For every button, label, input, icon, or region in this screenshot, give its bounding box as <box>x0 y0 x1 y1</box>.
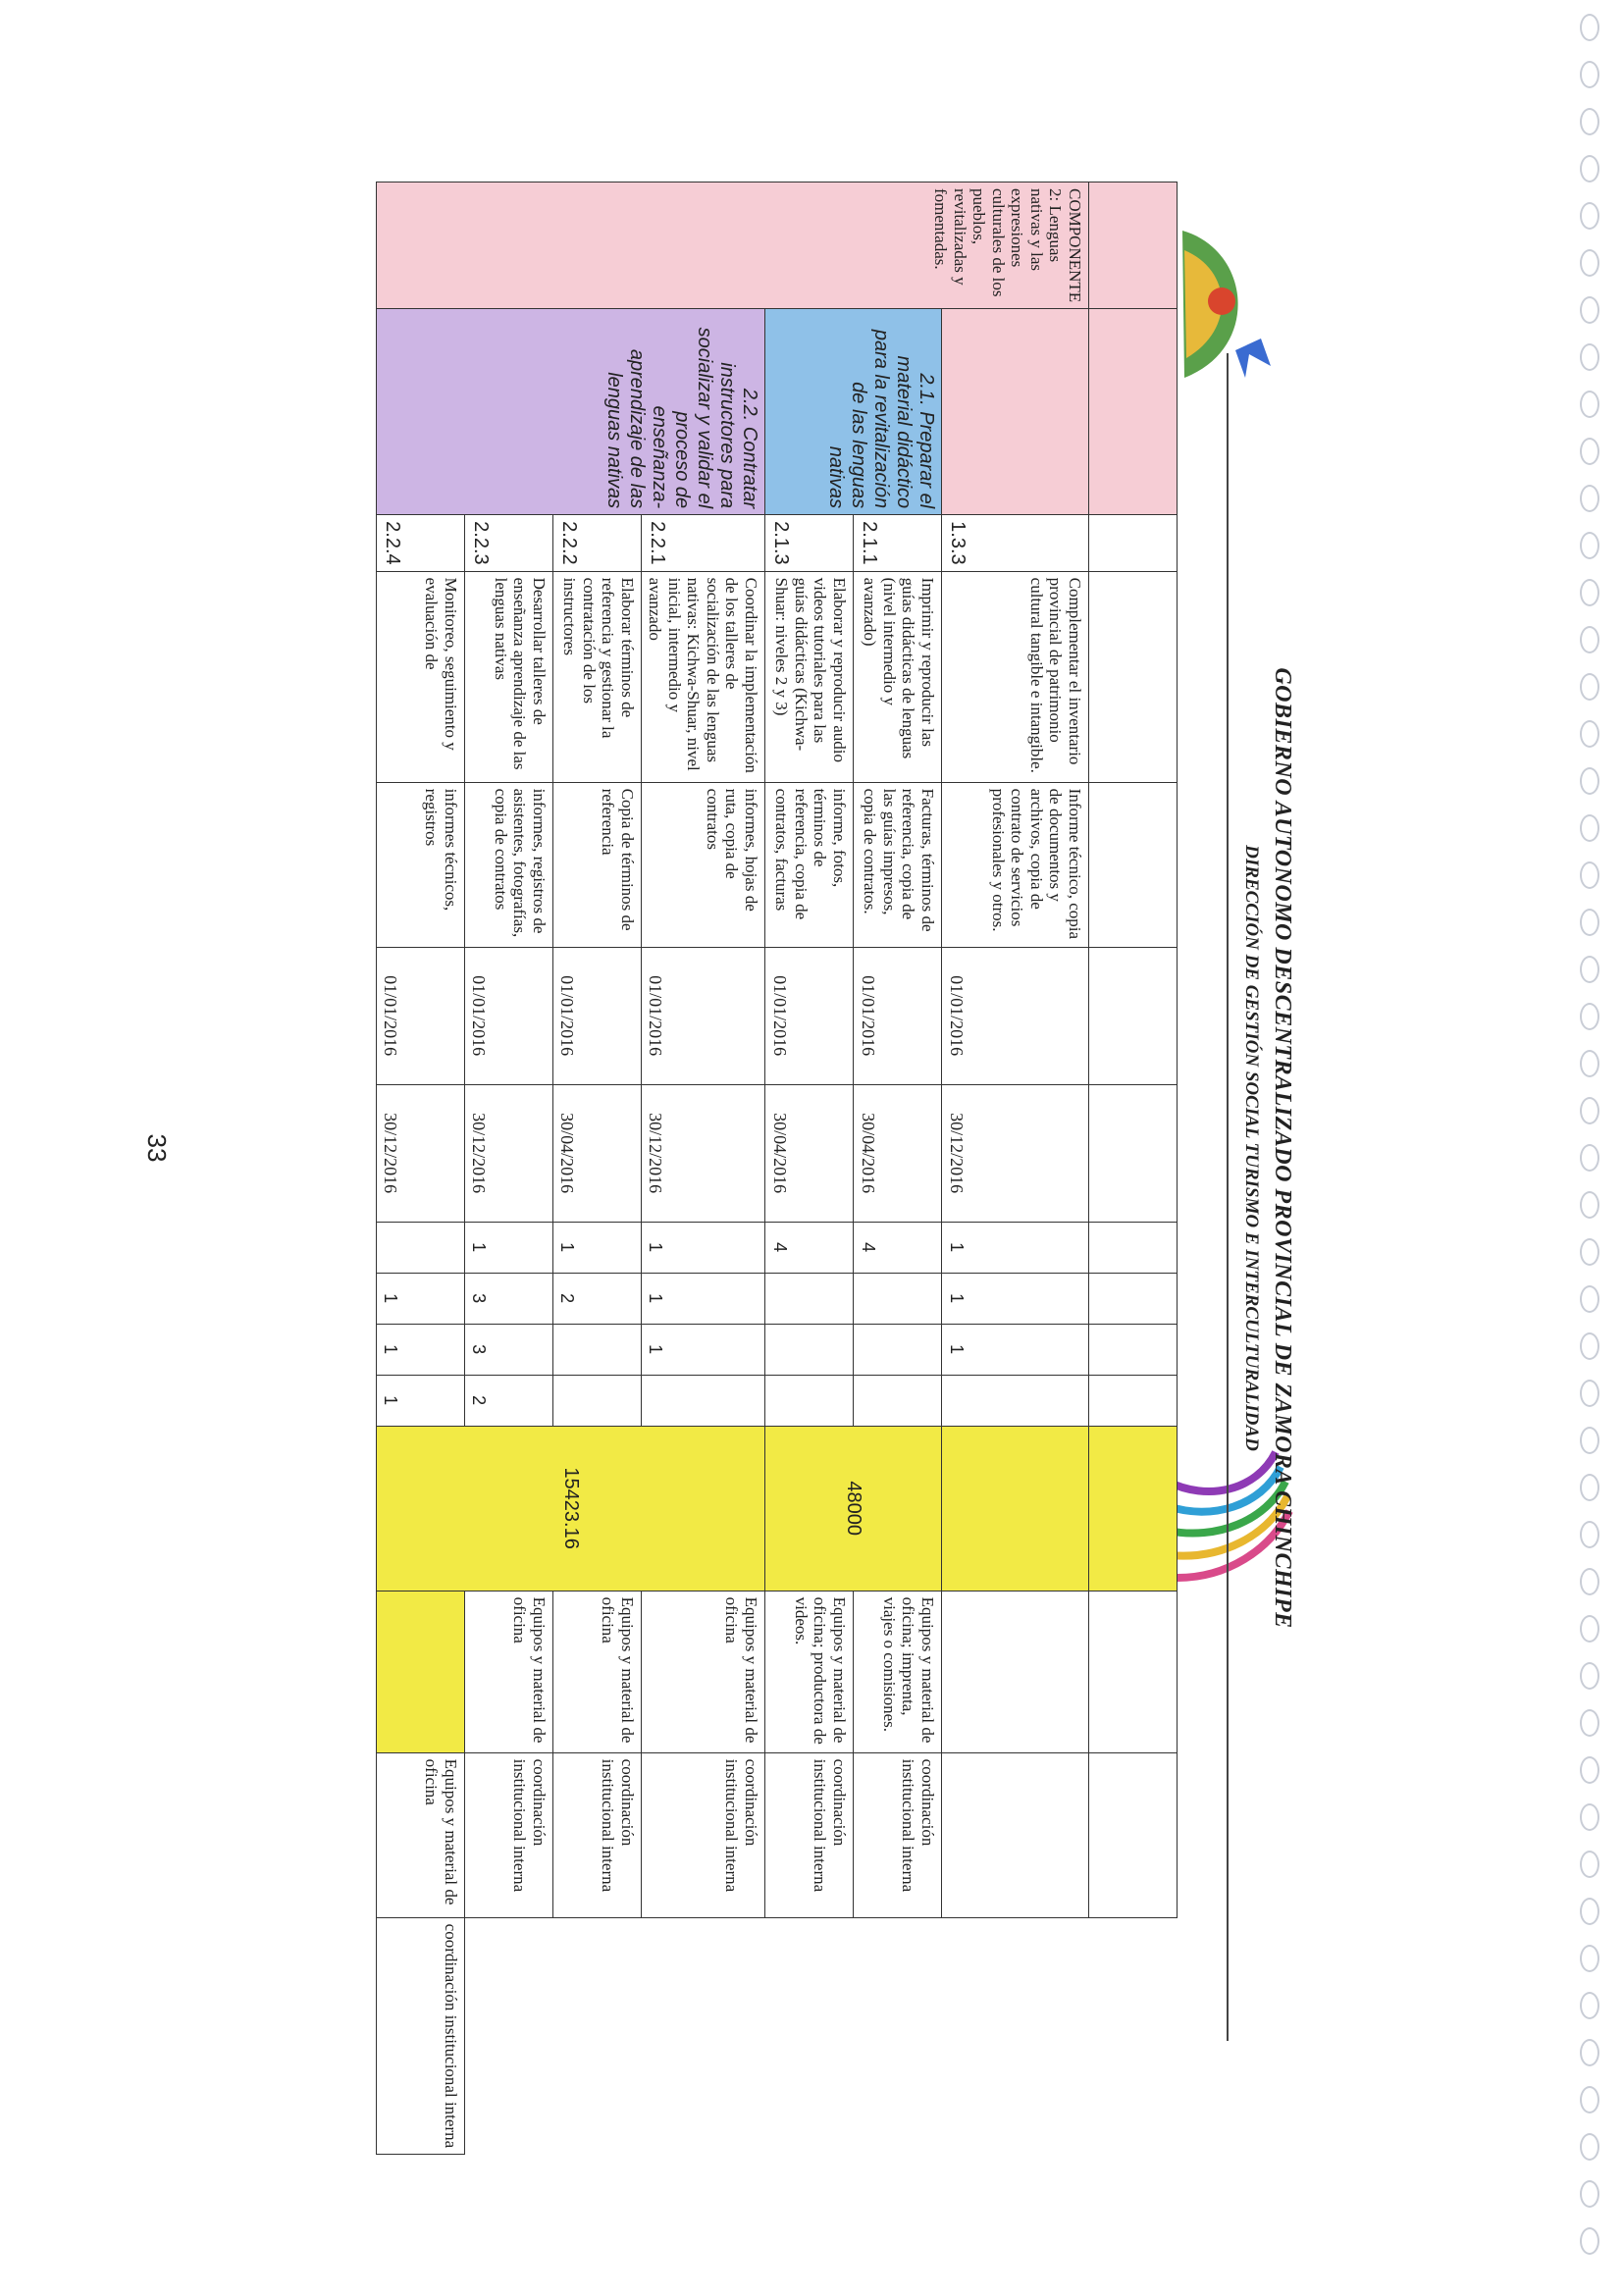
quarter-1: 1 <box>641 1222 764 1273</box>
quarter-2 <box>854 1273 942 1324</box>
quarter-3 <box>552 1324 641 1375</box>
end-date: 30/12/2016 <box>641 1084 764 1222</box>
binder-ring <box>1580 2133 1599 2161</box>
binder-ring <box>1580 343 1599 371</box>
end-date: 30/04/2016 <box>552 1084 641 1222</box>
blank-header-cell <box>1089 1426 1178 1591</box>
task-description: Monitoreo, seguimiento y evaluación de <box>376 571 464 782</box>
quarter-1: 1 <box>552 1222 641 1273</box>
quarter-2 <box>765 1273 854 1324</box>
binder-ring <box>1580 1332 1599 1360</box>
resources <box>942 1591 1089 1752</box>
binder-ring <box>1580 1097 1599 1124</box>
responsible: coordinación institucional interna <box>641 1752 764 1917</box>
quarter-3: 1 <box>641 1324 764 1375</box>
binder-ring <box>1580 1380 1599 1407</box>
binder-ring <box>1580 1003 1599 1030</box>
binder-ring <box>1580 1474 1599 1501</box>
binder-ring <box>1580 1144 1599 1172</box>
responsible: coordinación institucional interna <box>765 1752 854 1917</box>
binder-ring <box>1580 2039 1599 2066</box>
binder-ring <box>1580 1851 1599 1878</box>
activity-code: 2.2.2 <box>552 515 641 571</box>
responsible: coordinación institucional interna <box>854 1752 942 1917</box>
quarter-2: 3 <box>464 1273 552 1324</box>
end-date: 30/12/2016 <box>942 1084 1089 1222</box>
verification-means: informes técnicos, registros <box>376 782 464 947</box>
blank-header-cell <box>1089 1752 1178 1917</box>
activities-table <box>376 182 1178 2155</box>
binder-ring <box>1580 956 1599 983</box>
component-cell: COMPONENTE 2: Lenguas nativas y las expresiones culturales de los pueblos, revitalizadas y fomentadas. <box>376 183 1088 309</box>
budget-cell: 15423.16 <box>376 1426 764 1591</box>
resources: Equipos y material de oficina <box>641 1591 764 1752</box>
binder-ring <box>1580 579 1599 606</box>
quarter-4: 2 <box>464 1375 552 1426</box>
binder-ring <box>1580 1568 1599 1595</box>
quarter-3 <box>765 1324 854 1375</box>
quarter-1: 4 <box>854 1222 942 1273</box>
binder-ring <box>1580 1191 1599 1219</box>
quarter-4: 1 <box>376 1375 464 1426</box>
binder-rings <box>1554 0 1623 2296</box>
quarter-4 <box>641 1375 764 1426</box>
binder-ring <box>1580 296 1599 324</box>
quarter-3: 1 <box>942 1324 1089 1375</box>
responsible: coordinación institucional interna <box>376 1917 464 2155</box>
quarter-4 <box>942 1375 1089 1426</box>
binder-ring <box>1580 1050 1599 1077</box>
binder-ring <box>1580 1521 1599 1548</box>
activity-code: 2.2.3 <box>464 515 552 571</box>
table-row <box>942 183 1089 2155</box>
blank-header-cell <box>1089 947 1178 1084</box>
binder-ring <box>1580 14 1599 41</box>
quarter-2: 1 <box>376 1273 464 1324</box>
binder-ring <box>1580 1238 1599 1266</box>
product-cell: 2.1. Preparar el material didáctico para la revitalización de las lenguas nativas <box>765 309 942 515</box>
responsible: coordinación institucional interna <box>464 1752 552 1917</box>
document-subtitle: DIRECCIÓN DE GESTIÓN SOCIAL TURISMO E INTERCULTURALIDAD <box>1241 845 1262 1451</box>
quarter-4 <box>765 1375 854 1426</box>
end-date: 30/04/2016 <box>765 1084 854 1222</box>
budget-cell: 48000 <box>765 1426 942 1591</box>
binder-ring <box>1580 1427 1599 1454</box>
verification-means: informes, hojas de ruta, copia de contratos <box>641 782 764 947</box>
binder-ring <box>1580 108 1599 135</box>
binder-ring <box>1580 438 1599 465</box>
resources: Equipos y material de oficina; productora de videos. <box>765 1591 854 1752</box>
budget-cell <box>376 1591 464 1752</box>
binder-ring <box>1580 1285 1599 1313</box>
binder-ring <box>1580 720 1599 748</box>
binder-ring <box>1580 1756 1599 1784</box>
binder-ring <box>1580 1615 1599 1643</box>
binder-ring <box>1580 391 1599 418</box>
resources: Equipos y material de oficina; imprenta, viajes o comisiones. <box>854 1591 942 1752</box>
binder-ring <box>1580 202 1599 230</box>
binder-ring <box>1580 673 1599 701</box>
activity-code: 1.3.3 <box>942 515 1089 571</box>
binder-ring <box>1580 532 1599 559</box>
start-date: 01/01/2016 <box>641 947 764 1084</box>
binder-ring <box>1580 155 1599 183</box>
resources: Equipos y material de oficina <box>552 1591 641 1752</box>
binder-ring <box>1580 1992 1599 2019</box>
verification-means: informes, registros de asistentes, fotografías, copia de contratos <box>464 782 552 947</box>
binder-ring <box>1580 1709 1599 1737</box>
task-description: Elaborar y reproducir audio videos tutoriales para las guías didácticas (Kichwa-Shuar: niveles 2 y 3) <box>765 571 854 782</box>
quarter-4 <box>552 1375 641 1426</box>
binder-ring <box>1580 2180 1599 2208</box>
task-description: Imprimir y reproducir las guías didácticas de lenguas (nivel intermedio y avanzado) <box>854 571 942 782</box>
activity-code: 2.1.3 <box>765 515 854 571</box>
binder-ring <box>1580 485 1599 512</box>
binder-ring <box>1580 626 1599 653</box>
binder-ring <box>1580 814 1599 842</box>
activity-code: 2.1.1 <box>854 515 942 571</box>
task-description: Elaborar términos de referencia y gestionar la contratación de los instructores <box>552 571 641 782</box>
end-date: 30/12/2016 <box>464 1084 552 1222</box>
blank-header-cell <box>1089 1222 1178 1273</box>
start-date: 01/01/2016 <box>376 947 464 1084</box>
end-date: 30/04/2016 <box>854 1084 942 1222</box>
resources: Equipos y material de oficina <box>464 1591 552 1752</box>
binder-ring <box>1580 1945 1599 1972</box>
document-title: GOBIERNO AUTONOMO DESCENTRALIZADO PROVINCIAL DE ZAMORA CHINCHIPE <box>1270 667 1295 1629</box>
resources: Equipos y material de oficina <box>376 1752 464 1917</box>
header-row <box>1089 183 1178 2155</box>
blank-header-cell <box>1089 515 1178 571</box>
start-date: 01/01/2016 <box>942 947 1089 1084</box>
blank-header-cell <box>1089 309 1178 515</box>
quarter-1 <box>376 1222 464 1273</box>
quarter-4 <box>854 1375 942 1426</box>
quarter-2: 2 <box>552 1273 641 1324</box>
responsible <box>942 1752 1089 1917</box>
binder-ring <box>1580 1662 1599 1690</box>
binder-ring <box>1580 1898 1599 1925</box>
start-date: 01/01/2016 <box>464 947 552 1084</box>
table-row <box>641 183 764 2155</box>
quarter-1: 1 <box>464 1222 552 1273</box>
start-date: 01/01/2016 <box>552 947 641 1084</box>
budget-cell <box>942 1426 1089 1591</box>
verification-means: informe, fotos, términos de referencia, copia de contratos, facturas <box>765 782 854 947</box>
table-row <box>854 183 942 2155</box>
binder-ring <box>1580 2086 1599 2113</box>
start-date: 01/01/2016 <box>765 947 854 1084</box>
quarter-2: 1 <box>942 1273 1089 1324</box>
quarter-3: 3 <box>464 1324 552 1375</box>
quarter-1: 4 <box>765 1222 854 1273</box>
page-number: 33 <box>142 1133 172 1163</box>
blank-header-cell <box>1089 571 1178 782</box>
blank-header-cell <box>1089 782 1178 947</box>
blank-header-cell <box>1089 1273 1178 1324</box>
blank-header-cell <box>1089 1084 1178 1222</box>
end-date: 30/12/2016 <box>376 1084 464 1222</box>
activity-code: 2.2.1 <box>641 515 764 571</box>
header-divider <box>1227 353 1229 2041</box>
blank-header-cell <box>1089 1591 1178 1752</box>
responsible: coordinación institucional interna <box>552 1752 641 1917</box>
binder-ring <box>1580 249 1599 277</box>
binder-ring <box>1580 61 1599 88</box>
binder-ring <box>1580 1803 1599 1831</box>
quarter-2: 1 <box>641 1273 764 1324</box>
verification-means: Facturas, términos de referencia, copia de las guías impresos, copia de contratos. <box>854 782 942 947</box>
verification-means: Informe técnico, copia de documentos y archivos, copia de contrato de servicios profesionales y otros. <box>942 782 1089 947</box>
task-description: Complementar el inventario provincial de patrimonio cultural tangible e intangible. <box>942 571 1089 782</box>
quarter-1: 1 <box>942 1222 1089 1273</box>
quarter-3 <box>854 1324 942 1375</box>
blank-header-cell <box>1089 1324 1178 1375</box>
binder-ring <box>1580 861 1599 889</box>
binder-ring <box>1580 909 1599 936</box>
start-date: 01/01/2016 <box>854 947 942 1084</box>
blank-header-cell <box>1089 183 1178 309</box>
activity-code: 2.2.4 <box>376 515 464 571</box>
task-description: Desarrollar talleres de enseñanza aprendizaje de las lenguas nativas <box>464 571 552 782</box>
product-cell: 2.2. Contratar instructores para socializar y validar el proceso de enseñanza-aprendizaje de las lenguas nativas <box>376 309 764 515</box>
blank-header-cell <box>1089 1375 1178 1426</box>
task-description: Coordinar la implementación de los talleres de socialización de las lenguas nativas: Kichwa-Shuar, nivel inicial, intermedio y avanzado <box>641 571 764 782</box>
binder-ring <box>1580 767 1599 795</box>
binder-ring <box>1580 2227 1599 2255</box>
quarter-3: 1 <box>376 1324 464 1375</box>
verification-means: Copia de términos de referencia <box>552 782 641 947</box>
blank-product-cell <box>942 309 1089 515</box>
